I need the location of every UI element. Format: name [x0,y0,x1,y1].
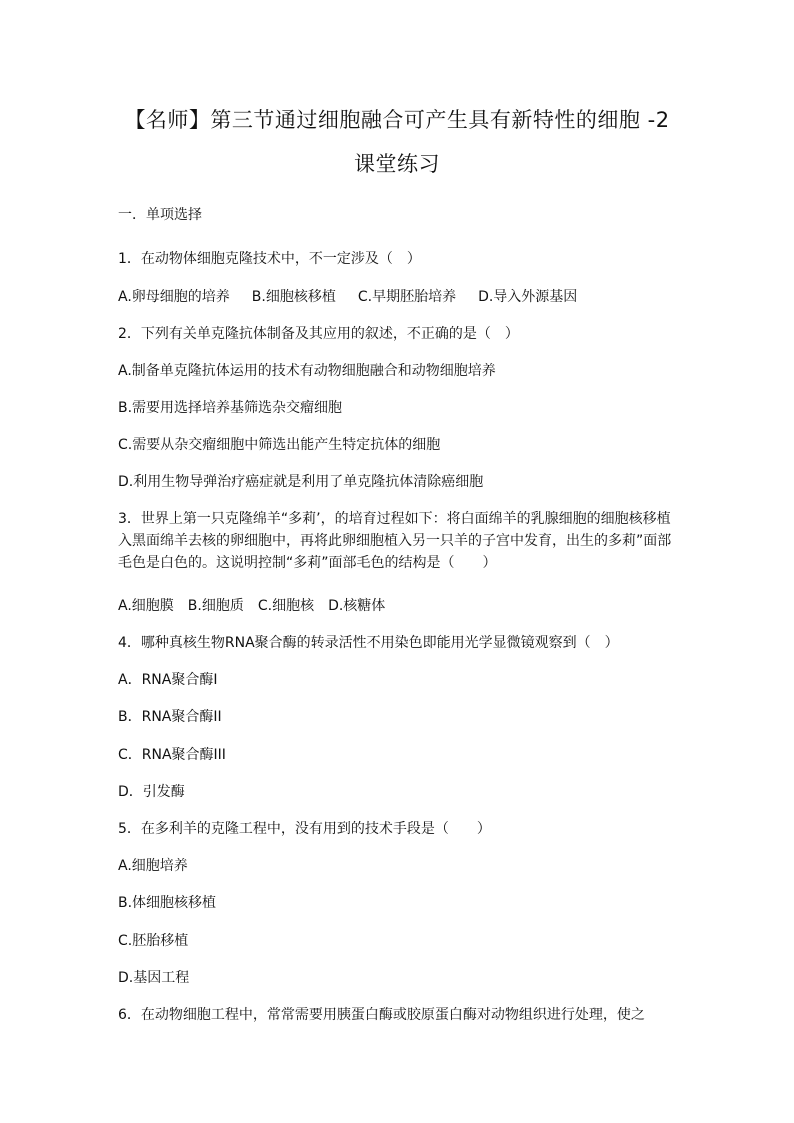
question-6-stem: 6．在动物细胞工程中，常常需要用胰蛋白酶或胶原蛋白酶对动物组织进行处理，使之 [118,1007,645,1023]
question-5-option-a: A.细胞培养 [118,858,188,874]
question-1-option-b: B.细胞核移植 [251,289,336,305]
question-5-option-d: D.基因工程 [118,970,190,986]
question-1-option-c: C.早期胚胎培养 [357,289,457,305]
document-title: 【名师】第三节通过细胞融合可产生具有新特性的细胞 -2 [124,108,670,132]
question-3-option-b: B.细胞质 [187,598,244,614]
question-3-options [118,597,678,616]
section-heading: 一．单项选择 [118,207,202,223]
question-2-option-a: A.制备单克隆抗体运用的技术有动物细胞融合和动物细胞培养 [118,363,496,379]
question-1-stem: 1．在动物体细胞克隆技术中，不一定涉及（ ） [118,251,421,267]
question-4-option-b: B．RNA聚合酶II [118,709,222,725]
question-3-option-c: C.细胞核 [257,598,315,614]
question-1-options [118,288,678,307]
question-2-option-c: C.需要从杂交瘤细胞中筛选出能产生特定抗体的细胞 [118,437,441,453]
question-4-option-d: D．引发酶 [118,784,185,800]
question-4-option-c: C．RNA聚合酶III [118,747,226,763]
question-2-option-b: B.需要用选择培养基筛选杂交瘤细胞 [118,400,343,416]
question-1-option-a: A.卵母细胞的培养 [118,289,230,305]
question-2-stem: 2．下列有关单克隆抗体制备及其应用的叙述，不正确的是（ ） [118,326,519,342]
document-subtitle: 课堂练习 [354,152,440,176]
question-2-option-d: D.利用生物导弹治疗癌症就是利用了单克隆抗体清除癌细胞 [118,474,484,490]
question-5-option-b: B.体细胞核移植 [118,895,217,911]
question-5-stem: 5．在多利羊的克隆工程中，没有用到的技术手段是（ ） [118,821,491,837]
question-3-option-a: A.细胞膜 [118,598,174,614]
question-1-option-d: D.导入外源基因 [478,289,578,305]
question-4-stem: 4．哪种真核生物RNA聚合酶的转录活性不用染色即能用光学显微镜观察到（ ） [118,635,619,651]
question-5-option-c: C.胚胎移植 [118,933,189,949]
question-4-option-a: A．RNA聚合酶I [118,672,218,688]
question-3-stem: 3．世界上第一只克隆绵羊“多莉’，的培育过程如下：将白面绵羊的乳腺细胞的细胞核移植入黑面绵羊去核的卵细胞中，再将此卵细胞植入另一只羊的子宫中发育，出生的多莉”面部毛色是白色的。这说明控制“多莉”面部毛色的结构是（ ） [118,511,672,571]
question-3-option-d: D.核糖体 [328,598,386,614]
